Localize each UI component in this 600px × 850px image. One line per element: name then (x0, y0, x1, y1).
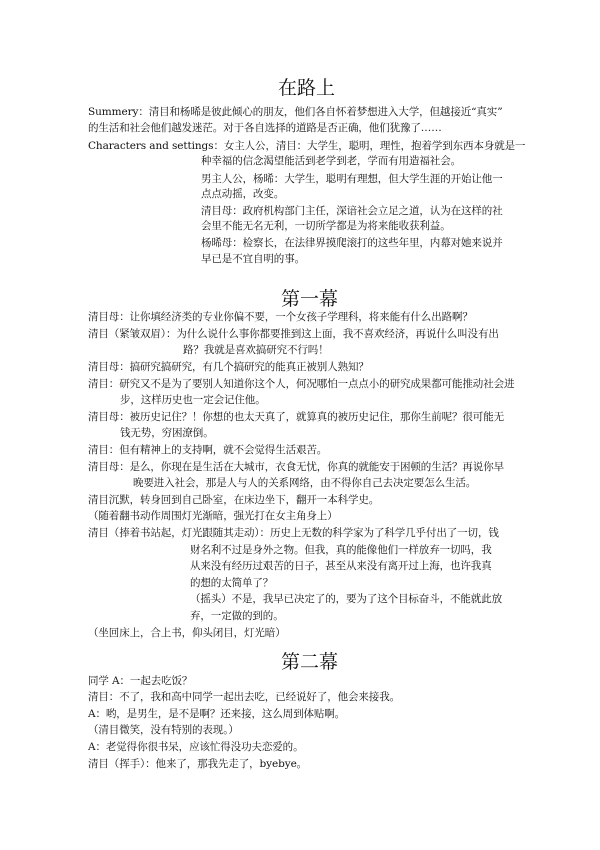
character-line: 会里不能无名无利，一切所学都是为将来能收获利益。 (201, 220, 451, 232)
act1-line: 钱无势，穷困潦倒。 (120, 427, 214, 439)
act2-line: 同学 A：一起去吃饭？ (88, 675, 193, 687)
character-line: 点点动摇，改变。 (201, 188, 285, 200)
act2-line: 清目：不了，我和高中同学一起出去吃，已经说好了，他会来接我。 (88, 691, 400, 703)
act1-line: 的想的太简单了？ (190, 577, 274, 589)
act2-line: 清目（挥手）：他来了，那我先走了，byebye。 (88, 758, 308, 770)
act1-line: 清目（紧皱双眉）：为什么说什么事你都要推到这上面，我不喜欢经济，再说什么叫没有出 (88, 328, 499, 340)
act1-line: 从来没有经历过艰苦的日子，甚至从来没有离开过上海，也许我真 (190, 560, 492, 572)
act2-line: A：哟，是男生，是不是啊？还来接，这么周到体贴啊。 (88, 708, 346, 720)
act1-line: 清目母：被历史记住？！你想的也太天真了，就算真的被历史记住，那你生前呢？很可能无 (88, 411, 504, 423)
character-line: 清目母：政府机构部门主任，深谙社会立足之道，认为在这样的社 (201, 205, 503, 217)
act1-line: 清目（捧着书站起，灯光跟随其走动）：历史上无数的科学家为了科学几乎付出了一切，钱 (88, 527, 499, 539)
act1-line: 清目：研究又不是为了要别人知道你这个人，何况哪怕一点点小的研究成果都可能推动社会进 (88, 378, 515, 390)
act1-line: （摇头）不是，我早已决定了的，要为了这个目标奋斗，不能就此放 (190, 593, 502, 605)
act1-line: 清目：但有精神上的支持啊，就不会觉得生活艰苦。 (88, 444, 328, 456)
act1-line: 财名利不过是身外之物。但我，真的能像他们一样放弃一切吗，我 (190, 544, 492, 556)
act1-line: （随着翻书动作周围灯光渐暗，强光打在女主角身上） (88, 510, 338, 522)
act1-line: 步，这样历史也一定会记住他。 (120, 394, 266, 406)
act1-line: 清目沉默，转身回到自己卧室，在床边坐下，翻开一本科学史。 (88, 494, 380, 506)
act1-line: 清目母：搞研究搞研究，有几个搞研究的能真正被别人熟知？ (88, 361, 369, 373)
act2-heading: 第二幕 (281, 651, 339, 673)
act1-line: 弃，一定做的到的。 (190, 610, 284, 622)
character-line: 杨晞母：检察长，在法律界摸爬滚打的这些年里，内幕对她来说并 (201, 237, 503, 249)
act1-line: 路？我就是喜欢搞研究不行吗！ (183, 344, 329, 356)
summary-line-2: 的生活和社会他们越发迷茫。对于各自选择的道路是否正确，他们犹豫了…… (88, 122, 442, 134)
act2-line: （清目微笑，没有特别的表现。） (88, 724, 239, 736)
summary-line-1: Summery：清目和杨晞是彼此倾心的朋友，他们各自怀着梦想进入大学，但越接近“真实” (88, 106, 503, 118)
act1-line: （坐回床上，合上书，仰头闭目，灯光暗） (88, 627, 286, 639)
act1-heading: 第一幕 (281, 288, 339, 310)
character-line: 男主人公，杨晞：大学生，聪明有理想，但大学生涯的开始让他一 (201, 173, 503, 185)
character-line: 种幸福的信念渴望能活到老学到老，学而有用造福社会。 (201, 155, 461, 167)
act1-line: 晚要进入社会，那是人与人的关系网络，由不得你自己去决定要怎么生活。 (133, 477, 477, 489)
characters-heading: Characters and settings：女主人公，清目：大学生，聪明，理性，抱着学到东西本身就是一 (88, 140, 526, 152)
character-line: 早已是不宜自明的事。 (201, 253, 305, 265)
act1-line: 清目母：让你填经济类的专业你偏不要，一个女孩子学理科，将来能有什么出路啊？ (88, 311, 473, 323)
act2-line: A：老觉得你很书呆，应该忙得没功夫恋爱的。 (88, 741, 304, 753)
act1-line: 清目母：是么，你现在是生活在大城市，衣食无忧，你真的就能安于困顿的生活？再说你早 (88, 461, 504, 473)
page-title: 在路上 (278, 77, 336, 99)
